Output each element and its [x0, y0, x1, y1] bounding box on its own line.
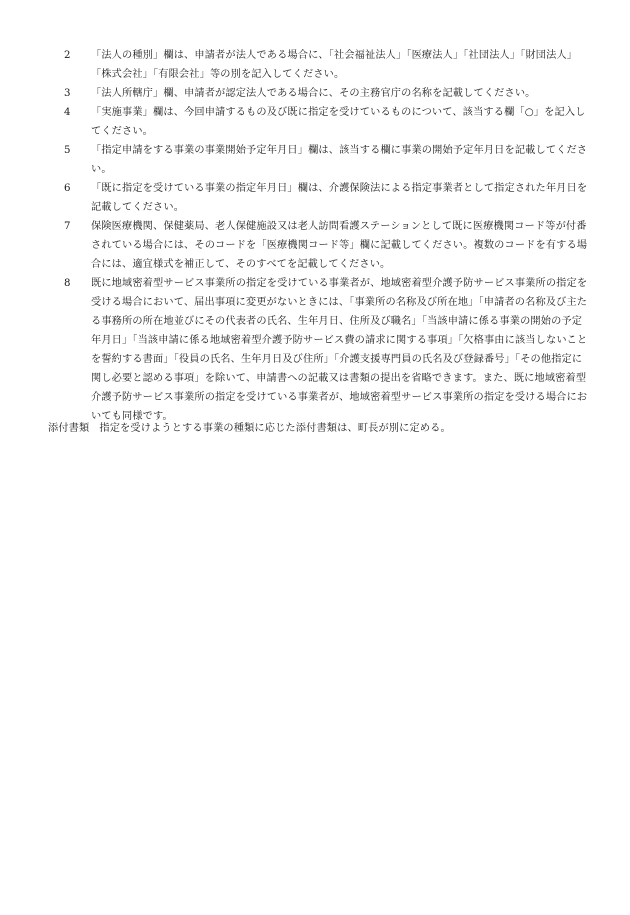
note-text: 「法人の種別」欄は、申請者が法人である場合に、「社会福祉法人」「医療法人」「社団法人」「財団法人」「株式会社」「有限会社」等の別を記入してください。 [91, 50, 578, 80]
note-item-4 [64, 103, 592, 141]
note-number: 2 [64, 50, 71, 61]
note-text: 保険医療機関、保健薬局、老人保健施設又は老人訪問看護ステーションとして既に医療機関コード等が付番されている場合には、そのコードを「医療機関コード等」欄に記載してください。複数のコードを有する場合には、適宜様式を補正して、そのすべてを記載してください。 [91, 221, 588, 270]
note-item-5 [64, 141, 592, 179]
note-item-2 [64, 46, 592, 84]
note-number: 4 [64, 107, 71, 118]
note-item-7 [64, 217, 592, 274]
note-text: 「法人所轄庁」欄、申請者が認定法人である場合に、その主務官庁の名称を記載してください。 [91, 88, 536, 99]
note-item-3 [64, 84, 592, 103]
attachment-line [48, 419, 588, 438]
notes-list [64, 46, 592, 426]
note-number: 8 [64, 278, 71, 289]
note-item-8 [64, 274, 592, 426]
note-text: 「既に指定を受けている事業の指定年月日」欄は、介護保険法による指定事業者として指定された年月日を記載してください。 [91, 183, 588, 213]
note-text: 「実施事業」欄は、今回申請するもの及び既に指定を受けているものについて、該当する欄「○」を記入してください。 [91, 107, 586, 137]
note-text: 既に地域密着型サービス事業所の指定を受けている事業者が、地域密着型介護予防サービス事業所の指定を受ける場合において、届出事項に変更がないときには、「事業所の名称及び所在地」「申請者の名称及び主たる事務所の所在地並びにその代表者の氏名、生年月日、住所及び職名」「当該申請に係る事業の開始の予定年月日」「当該申請に係る地域密着型介護予防サービス費の請求に関する事項」「欠格事由に該当しないことを誓約する書面」「役員の氏名、生年月日及び住所」「介護支援専門員の氏名及び登録番号」「その他指定に関し必要と認める事項」を除いて、申請書への記載又は書類の提出を省略できます。また、既に地域密着型介護予防サービス事業所の指定を受けている事業者が、地域密着型サービス事業所の指定を受ける場合においても同様です。 [91, 278, 588, 422]
note-number: 6 [64, 183, 71, 194]
note-number: 7 [64, 221, 71, 232]
attachment-text: 指定を受けようとする事業の種類に応じた添付書類は、町長が別に定める。 [99, 423, 451, 435]
note-text: 「指定申請をする事業の事業開始予定年月日」欄は、該当する欄に事業の開始予定年月日を記載してください。 [91, 145, 588, 175]
note-number: 3 [64, 88, 71, 99]
attachment-label: 添付書類 [48, 423, 90, 435]
note-item-6 [64, 179, 592, 217]
note-number: 5 [64, 145, 71, 156]
